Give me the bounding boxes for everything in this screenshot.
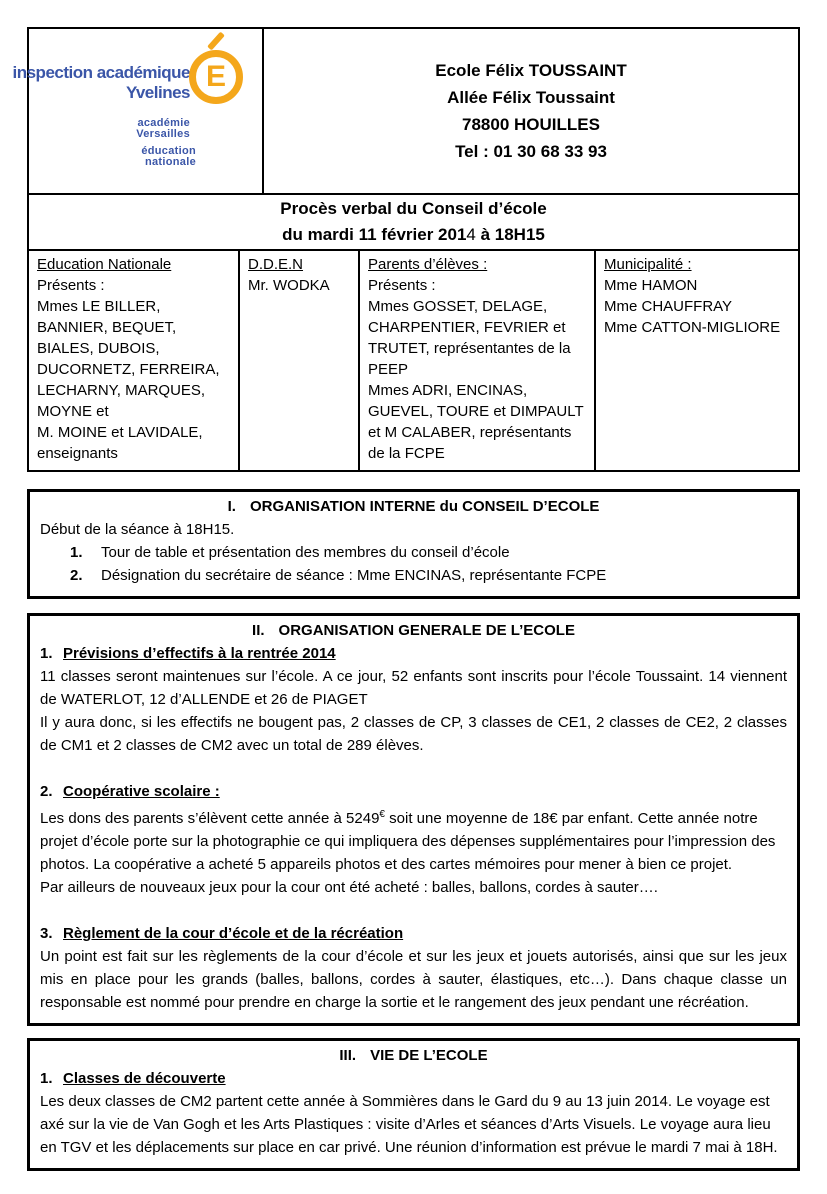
section-1-intro: Début de la séance à 18H15.: [40, 521, 235, 538]
school-name: Ecole Félix TOUSSAINT: [435, 61, 627, 80]
section-2: [27, 613, 800, 1026]
title-line2-post: à 18H15: [475, 225, 545, 244]
section-1-title: ORGANISATION INTERNE du CONSEIL D’ECOLE: [249, 498, 600, 515]
logo-sub2-line1: éducation: [141, 145, 196, 157]
subitem-number: 3.: [40, 925, 53, 942]
attendees-col3-line1: Présents :: [368, 277, 436, 294]
section-3-number: III.: [339, 1047, 357, 1064]
school-info: [264, 29, 798, 193]
badge-letter: E: [205, 60, 226, 93]
section-1-item-1: [40, 541, 787, 564]
school-city: 78800 HOUILLES: [462, 115, 600, 134]
section-2-subheading-2: [40, 780, 787, 803]
section-3-subheading-1: [40, 1067, 787, 1090]
logo-line1: inspection académique: [12, 63, 190, 82]
logo-sub1-line1: académie: [137, 117, 190, 129]
euro-superscript: €: [379, 809, 385, 820]
attendees-col1-header: Education Nationale: [37, 256, 172, 273]
attendees-parents: [360, 251, 596, 470]
logo-sub2-line2: nationale: [145, 156, 196, 168]
section-2-item-2-paragraph-2: Par ailleurs de nouveaux jeux pour la cour ont été acheté : balles, ballons, cordes à sauter….: [40, 879, 658, 896]
logo-sub1-line2: Versailles: [136, 128, 190, 140]
section-2-subheading-1: [40, 642, 787, 665]
attendees-col4-line2: Mme CHAUFFRAY: [604, 298, 733, 315]
document-content: [12, 27, 800, 1171]
section-2-number: II.: [252, 622, 265, 639]
section-2-heading: [40, 619, 787, 642]
attendees-col4-line3: Mme CATTON-MIGLIORE: [604, 319, 781, 336]
attendees-col4-header: Municipalité :: [604, 256, 692, 273]
item-number: 2.: [70, 567, 83, 584]
section-3: [27, 1038, 800, 1171]
attendees-col4-line1: Mme HAMON: [604, 277, 698, 294]
attendees-col1-line1: Présents :: [37, 277, 105, 294]
section-1: [27, 489, 800, 599]
accent-mark-icon: [207, 32, 225, 51]
subitem-title: Coopérative scolaire :: [63, 783, 220, 800]
amount-text-post: soit une moyenne de 18€ par enfant. Cette année notre projet d’école porte sur la photographie ce qui impliquera des dépenses supplémentaires pour l’impression des photos. La coopérative a acheté 5 appareils photos et des cartes mémoires pour mener à bien ce projet.: [40, 810, 776, 873]
section-2-title: ORGANISATION GENERALE DE L’ECOLE: [278, 622, 575, 639]
title-line2-digit: 4: [466, 225, 476, 244]
subitem-number: 1.: [40, 1070, 53, 1087]
section-3-title: VIE DE L’ECOLE: [370, 1047, 488, 1064]
item-text: Tour de table et présentation des membres du conseil d’école: [101, 544, 510, 561]
amount-text-pre: Les dons des parents s’élèvent cette année à 5249: [40, 810, 380, 827]
attendees-education-nationale: [29, 251, 240, 470]
section-3-item-1-paragraph-1: Les deux classes de CM2 partent cette année à Sommières dans le Gard du 9 au 13 juin 2014. Le voyage est axé sur la vie de Van Gogh et les Arts Plastiques : visite d’Arles et séances d’Arts Visuels. Le voyage aura lieu en TGV et les déplacements sur place en car privé. Une réunion d’information est prévue le mardi 7 mai à 18H.: [40, 1093, 778, 1156]
section-2-item-1-paragraph-1: 11 classes seront maintenues sur l’école. A ce jour, 52 enfants sont inscrits pour l’école Toussaint. 14 viennent de WATERLOT, 12 d’ALLENDE et 26 de PIAGET: [40, 668, 787, 708]
attendees-col3-line3: Mmes ADRI, ENCINAS, GUEVEL, TOURE et DIMPAULT et M CALABER, représentants de la FCPE: [368, 382, 584, 462]
school-phone: Tel : 01 30 68 33 93: [455, 142, 607, 161]
academy-e-icon: [189, 50, 243, 104]
header-row-logo-info: [12, 29, 798, 193]
section-2-item-3-paragraph-1: Un point est fait sur les règlements de la cour d’école et sur les jeux et jouets autorisés, ainsi que sur les jeux mis en place pour les grands (balles, ballons, cordes à sauter, élastiques, etc…). Dans chaque classe un responsable est nommé pour prendre en charge la sortie et le rangement des jeux pendant une récréation.: [40, 948, 787, 1011]
school-address: Allée Félix Toussaint: [447, 88, 615, 107]
academy-logo: [12, 29, 264, 193]
subitem-number: 2.: [40, 783, 53, 800]
logo-education-nationale: [141, 146, 196, 168]
logo-text: [13, 63, 191, 103]
attendees-col3-line2: Mmes GOSSET, DELAGE, CHARPENTIER, FEVRIER et TRUTET, représentantes de la PEEP: [368, 298, 571, 378]
section-1-item-2: [40, 564, 787, 587]
section-1-number: I.: [227, 498, 236, 515]
document-title: [29, 193, 798, 249]
subitem-title: Classes de découverte: [63, 1070, 226, 1087]
attendees-col3-header: Parents d’élèves :: [368, 256, 488, 273]
logo-academie-versailles: [136, 118, 190, 140]
title-line2: [29, 222, 798, 248]
attendees-col1-line3: M. MOINE et LAVIDALE, enseignants: [37, 424, 203, 462]
section-3-heading: [40, 1044, 787, 1067]
attendees-col2-line1: Mr. WODKA: [248, 277, 330, 294]
attendees-col2-header: D.D.E.N: [248, 256, 304, 273]
title-line2-pre: du mardi 11 février 201: [282, 225, 467, 244]
header-table: [12, 27, 800, 472]
attendees-municipality: [596, 251, 798, 470]
attendees-dden: [240, 251, 360, 470]
attendees-col1-line2: Mmes LE BILLER, BANNIER, BEQUET, BIALES, DUBOIS, DUCORNETZ, FERREIRA, LECHARNY, MARQUES, MOYNE et: [37, 298, 220, 420]
item-text: Désignation du secrétaire de séance : Mme ENCINAS, représentante FCPE: [101, 567, 607, 584]
title-line1: Procès verbal du Conseil d’école: [280, 199, 547, 218]
subitem-title: Règlement de la cour d’école et de la récréation: [63, 925, 404, 942]
logo-line2: Yvelines: [125, 83, 190, 102]
item-number: 1.: [70, 544, 83, 561]
subitem-number: 1.: [40, 645, 53, 662]
section-2-item-2-paragraph-1: [40, 803, 787, 876]
section-2-subheading-3: [40, 922, 787, 945]
attendees-table: [29, 249, 798, 470]
section-1-heading: [40, 495, 787, 518]
section-2-item-1-paragraph-2: Il y aura donc, si les effectifs ne bougent pas, 2 classes de CP, 3 classes de CE1, 2 classes de CE2, 2 classes de CM1 et 2 classes de CM2 avec un total de 289 élèves.: [40, 714, 787, 754]
subitem-title: Prévisions d’effectifs à la rentrée 2014: [63, 645, 336, 662]
